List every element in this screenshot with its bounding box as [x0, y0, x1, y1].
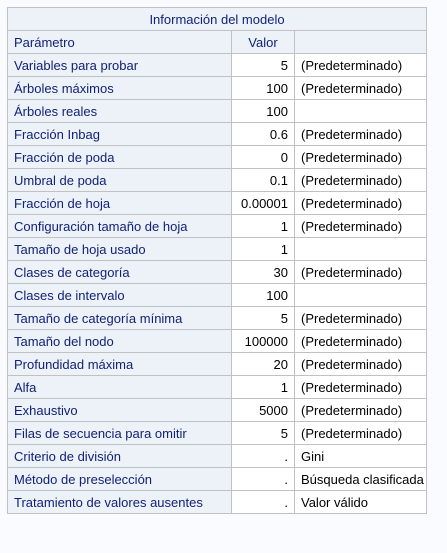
table-row: [8, 238, 427, 261]
row-note: (Predeterminado): [295, 192, 427, 215]
row-note: (Predeterminado): [295, 353, 427, 376]
row-note: Valor válido: [295, 491, 427, 514]
row-parameter-name: Alfa: [8, 376, 232, 399]
row-parameter-name: Clases de intervalo: [8, 284, 232, 307]
row-value: 5000: [232, 399, 295, 422]
table-row: [8, 376, 427, 399]
row-note: (Predeterminado): [295, 376, 427, 399]
table-row: [8, 215, 427, 238]
table-row: [8, 100, 427, 123]
row-value: 0: [232, 146, 295, 169]
table-row: [8, 491, 427, 514]
row-note: (Predeterminado): [295, 422, 427, 445]
row-note: [295, 100, 427, 123]
row-value: 0.00001: [232, 192, 295, 215]
table-row: [8, 123, 427, 146]
table-row: [8, 330, 427, 353]
row-parameter-name: Fracción Inbag: [8, 123, 232, 146]
table-row: [8, 307, 427, 330]
row-value: .: [232, 445, 295, 468]
row-value: 1: [232, 215, 295, 238]
row-parameter-name: Tamaño de categoría mínima: [8, 307, 232, 330]
model-info-table: [7, 7, 427, 514]
row-value: 5: [232, 307, 295, 330]
table-row: [8, 445, 427, 468]
row-parameter-name: Tratamiento de valores ausentes: [8, 491, 232, 514]
table-row: [8, 192, 427, 215]
column-header-note: [295, 31, 427, 54]
row-value: 0.6: [232, 123, 295, 146]
table-row: [8, 422, 427, 445]
row-note: (Predeterminado): [295, 399, 427, 422]
row-note: (Predeterminado): [295, 169, 427, 192]
row-note: Búsqueda clasificada: [295, 468, 427, 491]
row-parameter-name: Fracción de hoja: [8, 192, 232, 215]
table-row: [8, 468, 427, 491]
row-value: 100: [232, 284, 295, 307]
row-note: (Predeterminado): [295, 215, 427, 238]
row-parameter-name: Profundidad máxima: [8, 353, 232, 376]
row-note: Gini: [295, 445, 427, 468]
table-row: [8, 54, 427, 77]
row-parameter-name: Filas de secuencia para omitir: [8, 422, 232, 445]
row-parameter-name: Árboles reales: [8, 100, 232, 123]
row-parameter-name: Exhaustivo: [8, 399, 232, 422]
row-value: 30: [232, 261, 295, 284]
row-parameter-name: Configuración tamaño de hoja: [8, 215, 232, 238]
row-value: 1: [232, 238, 295, 261]
table-row: [8, 261, 427, 284]
row-parameter-name: Umbral de poda: [8, 169, 232, 192]
row-parameter-name: Tamaño de hoja usado: [8, 238, 232, 261]
row-note: (Predeterminado): [295, 330, 427, 353]
row-value: 0.1: [232, 169, 295, 192]
column-header-param: Parámetro: [8, 31, 232, 54]
table-row: [8, 146, 427, 169]
row-parameter-name: Clases de categoría: [8, 261, 232, 284]
row-parameter-name: Fracción de poda: [8, 146, 232, 169]
table-title-row: [8, 8, 427, 31]
row-note: (Predeterminado): [295, 123, 427, 146]
row-note: (Predeterminado): [295, 261, 427, 284]
row-parameter-name: Variables para probar: [8, 54, 232, 77]
table-row: [8, 169, 427, 192]
table-title: Información del modelo: [8, 8, 427, 31]
row-note: (Predeterminado): [295, 54, 427, 77]
table-header-row: [8, 31, 427, 54]
row-parameter-name: Método de preselección: [8, 468, 232, 491]
table-row: [8, 284, 427, 307]
row-note: [295, 284, 427, 307]
row-value: 1: [232, 376, 295, 399]
row-value: 20: [232, 353, 295, 376]
row-value: 100: [232, 77, 295, 100]
row-note: (Predeterminado): [295, 307, 427, 330]
row-note: (Predeterminado): [295, 146, 427, 169]
table-body: [8, 54, 427, 514]
row-value: 100000: [232, 330, 295, 353]
row-value: .: [232, 468, 295, 491]
row-value: 5: [232, 422, 295, 445]
row-note: (Predeterminado): [295, 77, 427, 100]
column-header-value: Valor: [232, 31, 295, 54]
table-row: [8, 77, 427, 100]
row-parameter-name: Tamaño del nodo: [8, 330, 232, 353]
row-value: 100: [232, 100, 295, 123]
row-note: [295, 238, 427, 261]
table-row: [8, 353, 427, 376]
table-row: [8, 399, 427, 422]
row-parameter-name: Criterio de división: [8, 445, 232, 468]
row-value: .: [232, 491, 295, 514]
row-parameter-name: Árboles máximos: [8, 77, 232, 100]
row-value: 5: [232, 54, 295, 77]
